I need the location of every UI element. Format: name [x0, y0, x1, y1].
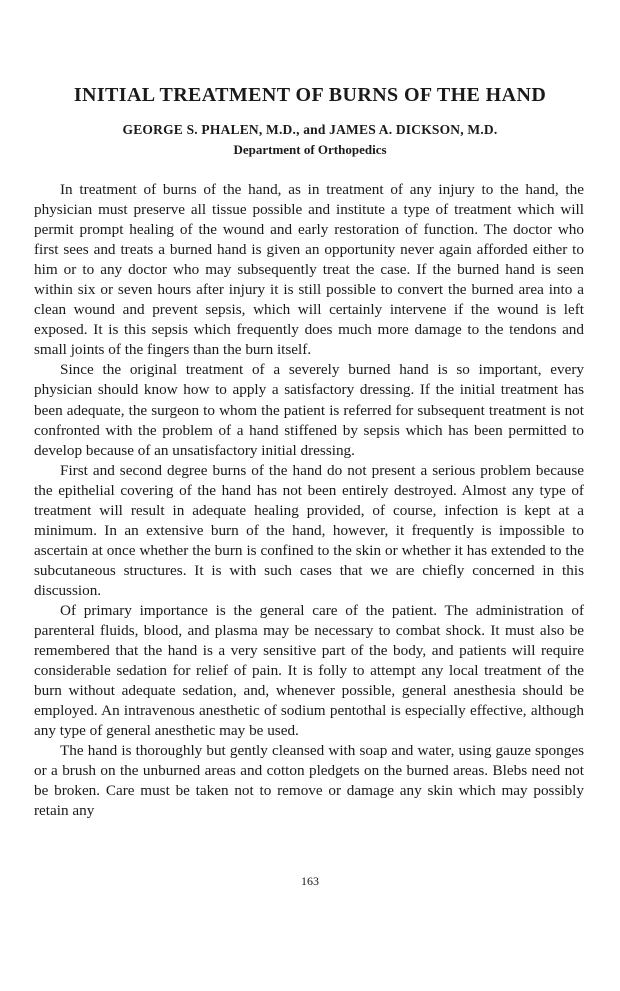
body-paragraph: First and second degree burns of the hand do not present a serious problem because the epithelial covering of the hand has not been entirely destroyed. Almost any type of treatment will result in adequate healing provided, of course, infection is kept at a minimum. In an extensive burn of the hand, however, it frequently is impossible to ascertain at once whether the burn is confined to the skin or whether it has extended to the subcutaneous structures. It is with such cases that we are chiefly concerned in this discussion.: [34, 461, 584, 599]
body-paragraph: In treatment of burns of the hand, as in treatment of any injury to the hand, the physician must preserve all tissue possible and institute a type of treatment which will permit prompt healing of the wound and early restoration of function. The doctor who first sees and treats a burned hand is given an opportunity never again afforded either to him or to any doctor who may subsequently treat the case. If the burned hand is seen within six or seven hours after injury it is still possible to convert the burned area into a clean wound and prevent sepsis, which will certainly intervene if the wound is left exposed. It is this sepsis which frequently does much more damage to the tendons and small joints of the fingers than the burn itself.: [34, 181, 584, 359]
page-number: 163: [301, 874, 319, 888]
article-body: [34, 180, 584, 822]
article-department: Department of Orthopedics: [233, 142, 387, 157]
article-authors: GEORGE S. PHALEN, M.D., and JAMES A. DICKSON, M.D.: [122, 122, 498, 137]
body-paragraph: Since the original treatment of a severely burned hand is so important, every physician should know how to apply a satisfactory dressing. If the initial treatment has been adequate, the surgeon to whom the patient is referred for subsequent treatment is not confronted with the problem of a hand stiffened by sepsis which has been permitted to develop because of an unsatisfactory initial dressing.: [34, 361, 584, 459]
body-paragraph: The hand is thoroughly but gently cleansed with soap and water, using gauze sponges or a brush on the unburned areas and cotton pledgets on the burned areas. Blebs need not be broken. Care must be taken not to remove or damage any skin which may possibly retain any: [34, 742, 584, 820]
article-title: INITIAL TREATMENT OF BURNS OF THE HAND: [73, 84, 547, 106]
body-paragraph: Of primary importance is the general care of the patient. The administration of parenteral fluids, blood, and plasma may be necessary to combat shock. It must also be remembered that the hand is a very sensitive part of the body, and patients will require considerable sedation for relief of pain. It is folly to attempt any local treatment of the burn without adequate sedation, and, whenever possible, general anesthesia should be employed. An intravenous anesthetic of sodium pentothal is especially effective, although any type of general anesthetic may be used.: [34, 601, 584, 740]
